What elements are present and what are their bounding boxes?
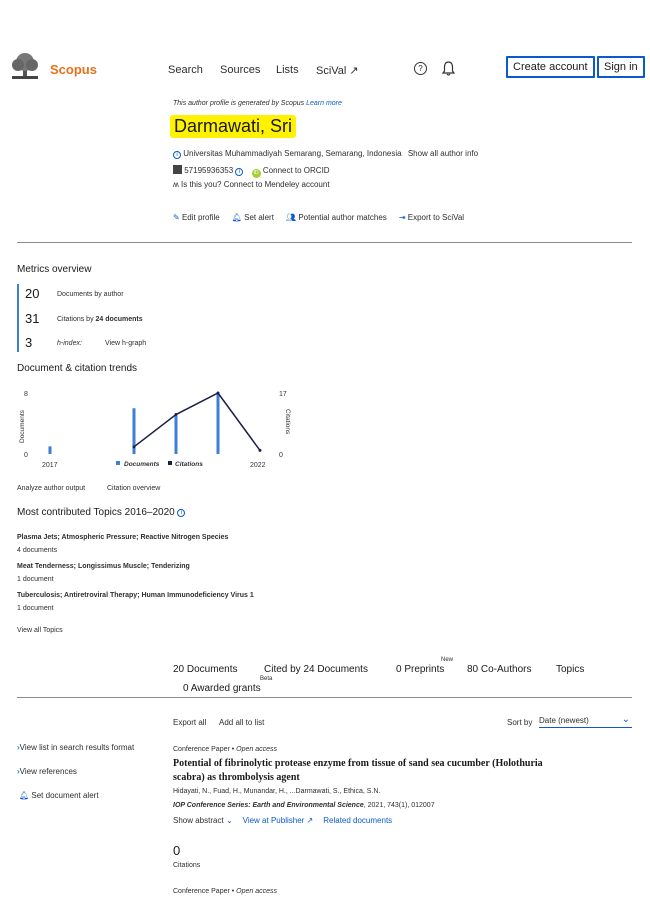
doc-type: Conference Paper bbox=[173, 746, 230, 753]
sign-in-button[interactable]: Sign in bbox=[597, 56, 645, 78]
generated-note bbox=[173, 100, 342, 107]
tabs-divider bbox=[17, 697, 632, 698]
nav-scival[interactable]: SciVal ↗ bbox=[316, 65, 359, 77]
citations-point-2021 bbox=[217, 392, 220, 395]
edit-profile-label: Edit profile bbox=[181, 213, 220, 222]
open-access-badge: Open access bbox=[236, 746, 278, 753]
related-documents-link[interactable]: Related documents bbox=[323, 816, 393, 825]
citations-count[interactable]: 31 bbox=[25, 311, 40, 326]
tree-logo-icon bbox=[8, 52, 42, 80]
citations-label-text: Citations by bbox=[57, 316, 94, 323]
profile-actions bbox=[173, 213, 464, 222]
documents-bar-2020 bbox=[175, 416, 178, 454]
topic-title-2[interactable]: Meat Tenderness; Longissimus Muscle; Tenderizing bbox=[17, 563, 190, 570]
topics-heading bbox=[17, 507, 185, 518]
doc-title-line2: scabra) as thrombolysis agent bbox=[173, 772, 300, 783]
nav-search[interactable]: Search bbox=[168, 64, 203, 76]
id-card-icon bbox=[173, 165, 182, 174]
citations-label bbox=[57, 316, 143, 323]
tab-topics[interactable]: Topics bbox=[556, 664, 585, 675]
sort-by-label: Sort by bbox=[507, 718, 533, 727]
sort-select[interactable] bbox=[539, 716, 632, 728]
view-references-label: View references bbox=[19, 767, 77, 776]
set-alert-label: Set alert bbox=[244, 213, 274, 222]
chevron-right-icon: › bbox=[17, 767, 20, 776]
grants-beta-badge: Beta bbox=[260, 676, 273, 682]
documents-bar-2021 bbox=[217, 393, 220, 454]
metrics-accent-bar bbox=[17, 284, 19, 352]
scopus-logo[interactable]: Scopus bbox=[50, 62, 97, 77]
metrics-heading: Metrics overview bbox=[17, 264, 92, 275]
create-account-button[interactable]: Create account bbox=[506, 56, 595, 78]
left-axis-bottom: 0 bbox=[24, 452, 28, 459]
view-all-topics-link[interactable]: View all Topics bbox=[17, 627, 63, 634]
legend-cites-swatch bbox=[168, 461, 172, 465]
set-document-alert-label: Set document alert bbox=[31, 791, 99, 800]
chevron-down-icon: ⌄ bbox=[621, 714, 630, 725]
affiliation-row bbox=[173, 149, 478, 159]
elsevier-logo[interactable] bbox=[8, 52, 42, 80]
preprints-new-badge: New bbox=[441, 657, 454, 663]
doc-source-detail: , 2021, 743(1), 012007 bbox=[363, 802, 435, 809]
view-hgraph-link[interactable]: View h-graph bbox=[105, 340, 147, 347]
doc-title-line1: Potential of fibrinolytic protease enzyme from tissue of sand sea cucumber (Holothuria bbox=[173, 758, 543, 769]
doc-links-row bbox=[173, 816, 392, 825]
view-at-publisher-link[interactable]: View at Publisher ↗ bbox=[242, 816, 314, 825]
doc2-type-row: Conference Paper • Open access bbox=[173, 888, 278, 895]
sort-select-value: Date (newest) bbox=[539, 716, 589, 725]
bell-icon: 🔔︎ bbox=[19, 791, 30, 800]
view-list-label: View list in search results format bbox=[19, 743, 135, 752]
citations-point-2022 bbox=[259, 449, 262, 452]
connect-orcid-link[interactable]: Connect to ORCID bbox=[262, 166, 330, 175]
profile-divider bbox=[17, 242, 632, 243]
hindex-value: 3 bbox=[25, 335, 33, 350]
legend-cites: Citations bbox=[175, 461, 203, 468]
affiliation-text: Universitas Muhammadiyah Semarang, Semarang, Indonesia bbox=[183, 149, 402, 158]
edit-profile-button[interactable] bbox=[173, 213, 220, 222]
documents-bar-2017 bbox=[49, 446, 52, 454]
show-all-info-link[interactable]: Show all author info bbox=[407, 149, 479, 158]
set-document-alert-link[interactable] bbox=[19, 791, 99, 800]
left-axis-top: 8 bbox=[24, 391, 28, 398]
show-abstract-label: Show abstract bbox=[173, 816, 224, 825]
doc-citations-count[interactable]: 0 bbox=[173, 843, 181, 858]
citations-docs: 24 documents bbox=[95, 316, 143, 323]
mendeley-text: Is this you? Connect to Mendeley account bbox=[181, 180, 330, 189]
topic-title-1[interactable]: Plasma Jets; Atmospheric Pressure; Reactive Nitrogen Species bbox=[17, 534, 229, 541]
users-icon: 👥︎ bbox=[285, 213, 297, 222]
right-axis-label: Citations bbox=[284, 409, 291, 435]
right-axis-bottom: 0 bbox=[279, 452, 283, 459]
topic-count-2: 1 document bbox=[17, 576, 54, 583]
citations-point-2020 bbox=[175, 413, 178, 416]
potential-matches-button[interactable] bbox=[286, 213, 387, 222]
export-all-button[interactable]: Export all bbox=[173, 718, 207, 727]
topics-info-icon[interactable]: i bbox=[177, 509, 185, 517]
author-id: 57195936353 bbox=[184, 166, 234, 175]
analyze-output-link[interactable]: Analyze author output bbox=[17, 485, 86, 492]
legend-docs-swatch bbox=[116, 461, 120, 465]
documents-count[interactable]: 20 bbox=[25, 286, 40, 301]
trends-heading: Document & citation trends bbox=[17, 363, 138, 374]
add-all-to-list-button[interactable]: Add all to list bbox=[219, 718, 265, 727]
tab-preprints[interactable]: 0 Preprints bbox=[396, 664, 445, 675]
doc-citations-label: Citations bbox=[173, 862, 201, 869]
topic-count-1: 4 documents bbox=[17, 547, 58, 554]
tab-cited-by[interactable]: Cited by 24 Documents bbox=[264, 664, 368, 675]
view-references-link[interactable] bbox=[17, 767, 77, 776]
x-axis-end: 2022 bbox=[250, 462, 266, 469]
learn-more-link[interactable]: Learn more bbox=[306, 100, 342, 107]
hindex-label: h-index: bbox=[57, 340, 82, 347]
author-name: Darmawati, Sri bbox=[170, 115, 296, 138]
tab-coauthors[interactable]: 80 Co-Authors bbox=[467, 664, 532, 675]
doc-type-row: Conference Paper • Open access bbox=[173, 746, 278, 753]
documents-label: Documents by author bbox=[57, 291, 124, 298]
nav-lists[interactable]: Lists bbox=[276, 64, 299, 76]
export-scival-label: Export to SciVal bbox=[407, 213, 465, 222]
author-id-row bbox=[173, 165, 330, 178]
topics-heading-text: Most contributed Topics 2016–2020 bbox=[17, 507, 175, 518]
chevron-right-icon: › bbox=[17, 743, 20, 752]
generated-note-text: This author profile is generated by Scopus bbox=[173, 100, 305, 107]
mendeley-icon: ʍ bbox=[173, 180, 179, 189]
export-scival-button[interactable] bbox=[399, 213, 464, 222]
bell-icon[interactable] bbox=[442, 61, 455, 81]
doc-title[interactable] bbox=[173, 757, 543, 785]
topic-count-3: 1 document bbox=[17, 605, 54, 612]
citations-line bbox=[134, 393, 260, 450]
citation-overview-link[interactable]: Citation overview bbox=[107, 485, 161, 492]
nav-sources[interactable]: Sources bbox=[220, 64, 261, 76]
export-icon: ⇥ bbox=[398, 213, 406, 222]
left-axis-label: Documents bbox=[19, 410, 26, 443]
doc-source-row bbox=[173, 802, 435, 809]
doc-authors: Hidayati, N., Fuad, H., Munandar, H., ...Darmawati, S., Ethica, S.N. bbox=[173, 788, 381, 795]
chevron-down-icon: ⌄ bbox=[225, 816, 233, 825]
orcid-icon: iD bbox=[252, 169, 261, 178]
legend-docs: Documents bbox=[124, 461, 160, 468]
tab-awarded-grants[interactable]: 0 Awarded grants bbox=[183, 683, 261, 694]
info-icon: i bbox=[173, 151, 181, 159]
x-axis-start: 2017 bbox=[42, 462, 58, 469]
right-axis-top: 17 bbox=[279, 391, 287, 398]
citations-point-2019 bbox=[133, 445, 136, 448]
potential-matches-label: Potential author matches bbox=[298, 213, 387, 222]
mendeley-row[interactable] bbox=[173, 180, 330, 189]
doc2-open-access-badge: Open access bbox=[236, 888, 278, 895]
bell-alert-icon: 🔔︎ bbox=[231, 213, 242, 222]
view-list-link[interactable] bbox=[17, 743, 134, 752]
topic-title-3[interactable]: Tuberculosis; Antiretroviral Therapy; Human Immunodeficiency Virus 1 bbox=[17, 592, 254, 599]
trends-chart bbox=[14, 385, 314, 475]
id-info-icon: i bbox=[235, 168, 243, 176]
help-icon[interactable]: ? bbox=[414, 62, 427, 75]
doc-source[interactable]: IOP Conference Series: Earth and Environmental Science bbox=[173, 802, 364, 809]
doc2-type: Conference Paper bbox=[173, 888, 230, 895]
tab-documents[interactable]: 20 Documents bbox=[173, 664, 238, 675]
set-alert-button[interactable] bbox=[232, 213, 274, 222]
show-abstract-button[interactable] bbox=[173, 816, 233, 825]
pencil-icon: ✎ bbox=[173, 213, 180, 222]
